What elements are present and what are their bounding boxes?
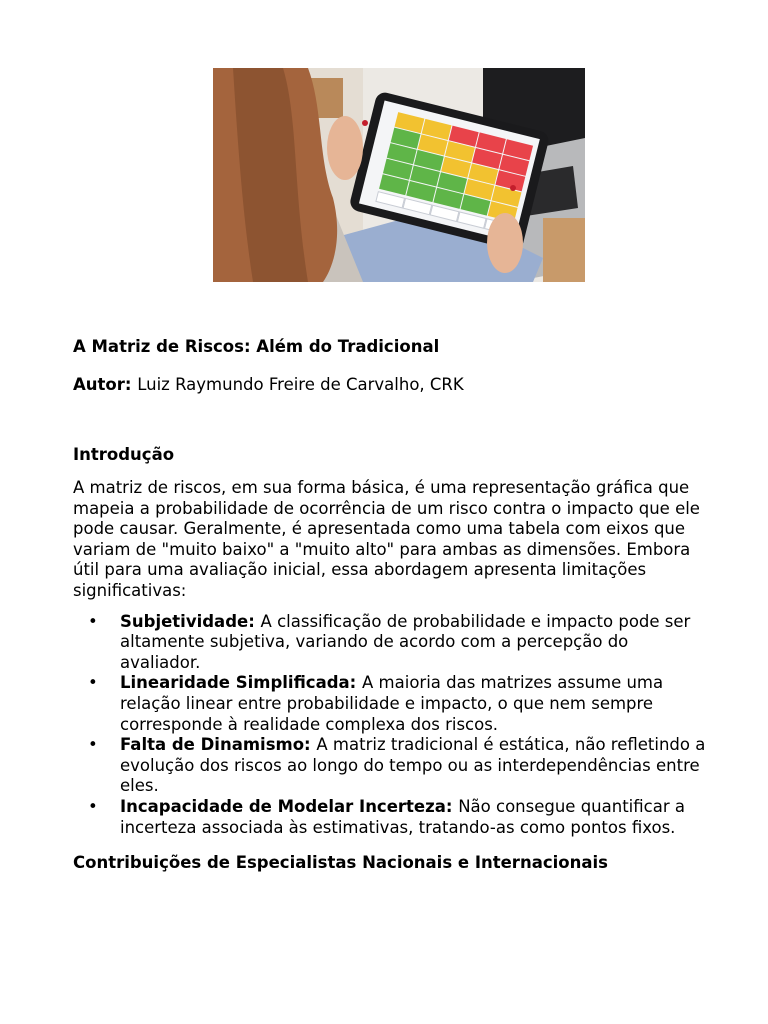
list-item bbox=[88, 673, 713, 735]
list-item-text: A matriz tradicional é estática, não refletindo a evolução dos riscos ao longo do tempo ou as interdependências entre eles. bbox=[120, 735, 706, 796]
bullet-icon: • bbox=[88, 735, 98, 755]
limitations-list bbox=[73, 612, 713, 839]
contributions-heading: Contribuições de Especialistas Nacionais e Internacionais bbox=[73, 853, 608, 873]
intro-heading: Introdução bbox=[73, 445, 175, 464]
tablet-risk-matrix-photo bbox=[213, 68, 585, 282]
document-body bbox=[73, 336, 713, 874]
list-item-term: Incapacidade de Modelar Incerteza: bbox=[120, 796, 459, 816]
author-line bbox=[73, 374, 713, 396]
intro-paragraph: A matriz de riscos, em sua forma básica, é uma representação gráfica que mapeia a probabilidade de ocorrência de um risco contra o impacto que ele pode causar. Geralmente, é apresentada como uma tabela com eixos que variam de "muito baixo" a "muito alto" para ambas as dimensões. Embora útil para uma avaliação inicial, essa abordagem apresenta limitações significativas: bbox=[73, 478, 700, 600]
bullet-icon: • bbox=[88, 796, 98, 816]
author-label: Autor: bbox=[73, 375, 138, 394]
list-item bbox=[88, 611, 713, 674]
list-item-text: A maioria das matrizes assume uma relação linear entre probabilidade e impacto, o que nem sempre corresponde à realidade complexa dos riscos. bbox=[120, 673, 664, 734]
hero-image bbox=[213, 68, 585, 282]
list-item bbox=[88, 735, 713, 797]
list-item-term: Falta de Dinamismo: bbox=[120, 735, 317, 755]
list-item-term: Linearidade Simplificada: bbox=[120, 673, 363, 693]
list-item-text: Não consegue quantificar a incerteza associada às estimativas, tratando-as como pontos fixos. bbox=[120, 796, 685, 837]
list-item-text: A classificação de probabilidade e impacto pode ser altamente subjetiva, variando de acordo com a percepção do avaliador. bbox=[120, 611, 691, 672]
list-item-term: Subjetividade: bbox=[120, 611, 261, 631]
document-title: A Matriz de Riscos: Além do Tradicional bbox=[73, 337, 440, 356]
list-item bbox=[88, 796, 713, 838]
bullet-icon: • bbox=[88, 673, 98, 693]
bullet-icon: • bbox=[88, 611, 98, 631]
author-name: Luiz Raymundo Freire de Carvalho, CRK bbox=[137, 375, 464, 394]
